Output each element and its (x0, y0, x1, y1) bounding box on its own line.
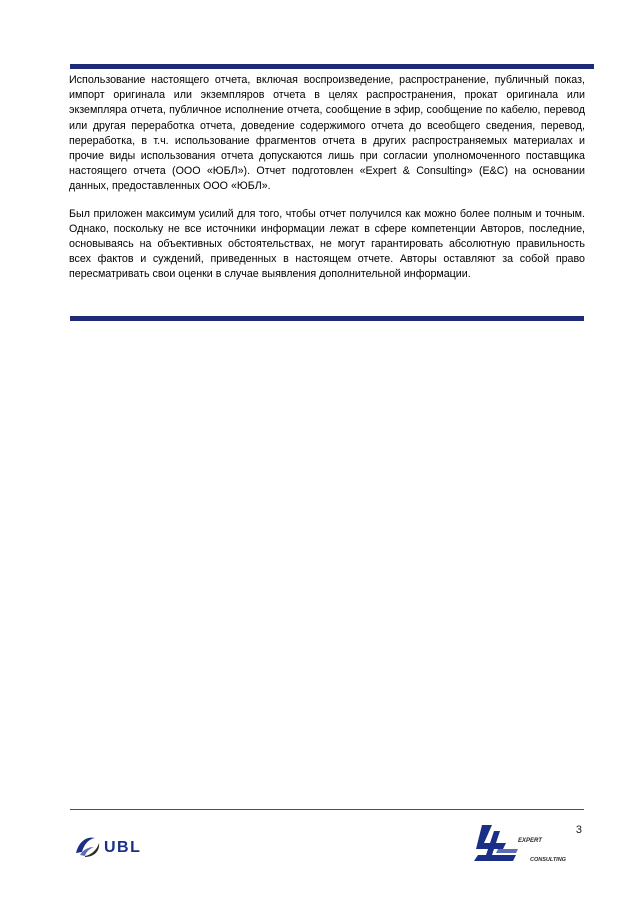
disclaimer-paragraph: Был приложен максимум усилий для того, чтобы отчет получился как можно более полным и точным. Однако, поскольку не все источники информации лежат в сфере компетенции Авторов, последние, основываясь на объективных обстоятельствах, не могут гарантировать абсолютную правильность всех фактов и суждений, приведенных в настоящем отчете. Авторы оставляют за собой право пересматривать свои оценки в случае выявления дополнительной информации. (69, 207, 585, 281)
ubl-logo-text: UBL (104, 839, 142, 856)
ec-logo-text-top: EXPERT (518, 838, 542, 844)
document-body (69, 73, 585, 283)
ubl-logo (73, 833, 169, 859)
page-number: 3 (575, 824, 582, 836)
top-rule (70, 64, 594, 69)
ec-logo-text-bottom: CONSULTING (530, 857, 566, 863)
copyright-paragraph: Использование настоящего отчета, включая воспроизведение, распространение, публичный показ, импорт оригинала или экземпляров отчета в целях распространения, прокат оригинала или экземпляра отчета, публичное исполнение отчета, сообщение в эфир, сообщение по кабелю, перевод или другая переработка отчета, доведение содержимого отчета до всеобщего сведения, перевод, переработка, в т.ч. использование фрагментов отчета в других распространяемых материалах и прочие виды использования отчета допускаются лишь при согласии уполномоченного поставщика настоящего отчета (ООО «ЮБЛ»). Отчет подготовлен «Expert & Consulting» (E&C) на основании данных, предоставленных ООО «ЮБЛ». (69, 74, 585, 193)
footer-rule (70, 809, 584, 810)
expert-consulting-logo (472, 821, 584, 865)
bottom-rule (70, 316, 584, 321)
